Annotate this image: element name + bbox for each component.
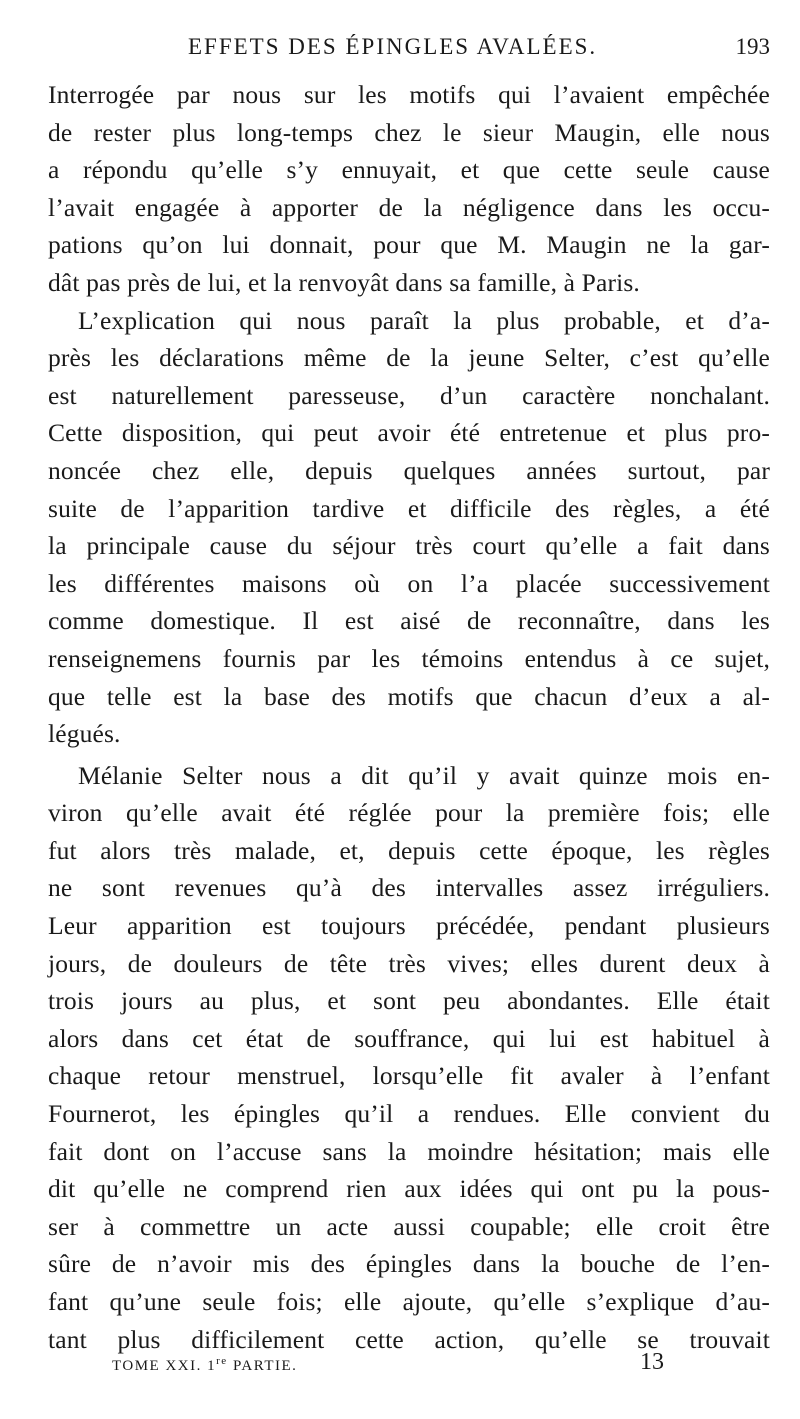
text-line: les différentes maisons où on l’a placée successivement xyxy=(48,568,770,598)
text-line: renseignemens fournis par les témoins entendus à ce sujet, xyxy=(48,643,770,673)
body-text xyxy=(48,76,770,1358)
text-line: suite de l’apparition tardive et difficile des règles, a été xyxy=(48,493,770,523)
text-line: l’avait engagée à apporter de la négligence dans les occu- xyxy=(48,192,770,222)
text-line: alors dans cet état de souffrance, qui lui est habituel à xyxy=(48,1023,770,1053)
text-line: près les déclarations même de la jeune Selter, c’est qu’elle xyxy=(48,343,770,373)
text-line: ne sont revenues qu’à des intervalles assez irréguliers. xyxy=(48,873,770,903)
text-line: viron qu’elle avait été réglée pour la première fois; elle xyxy=(48,798,770,828)
text-line: ser à commettre un acte aussi coupable; elle croit être xyxy=(48,1211,770,1241)
text-line: Leur apparition est toujours précédée, pendant plusieurs xyxy=(48,911,770,941)
text-line: fait dont on l’accuse sans la moindre hésitation; mais elle xyxy=(48,1136,770,1166)
text-line: fant qu’une seule fois; elle ajoute, qu’elle s’explique d’au- xyxy=(48,1287,770,1316)
text-line: la principale cause du séjour très court qu’elle a fait dans xyxy=(48,531,770,561)
text-line: légués. xyxy=(48,719,121,749)
printer-signature-line xyxy=(112,1349,672,1385)
text-line: est naturellement paresseuse, d’un caractère nonchalant. xyxy=(48,380,770,410)
volume-signature xyxy=(112,1355,297,1375)
running-head xyxy=(48,34,770,64)
text-line: trois jours au plus, et sont peu abondantes. Elle était xyxy=(48,986,770,1016)
text-line: Fournerot, les épingles qu’il a rendues. Elle convient du xyxy=(48,1099,770,1129)
text-line: jours, de douleurs de tête très vives; elles durent deux à xyxy=(48,948,770,978)
text-line: a répondu qu’elle s’y ennuyait, et que cette seule cause xyxy=(48,155,770,185)
text-line: noncée chez elle, depuis quelques années surtout, par xyxy=(48,455,770,485)
text-line: sûre de n’avoir mis des épingles dans la bouche de l’en- xyxy=(48,1249,770,1279)
page-number: 193 xyxy=(735,34,770,59)
text-line: que telle est la base des motifs que chacun d’eux a al- xyxy=(48,681,770,711)
text-line: de rester plus long-temps chez le sieur Maugin, elle nous xyxy=(48,117,770,147)
signature-prefix: TOME XXI. 1 xyxy=(112,1358,217,1374)
signature-mark: 13 xyxy=(640,1349,664,1375)
text-line: tant plus difficilement cette action, qu’elle se trouvait xyxy=(48,1324,770,1354)
signature-suffix: PARTIE. xyxy=(227,1358,298,1374)
text-line: fut alors très malade, et, depuis cette époque, les règles xyxy=(48,835,770,865)
text-line: chaque retour menstruel, lorsqu’elle fit avaler à l’enfant xyxy=(48,1061,770,1091)
text-line: dât pas près de lui, et la renvoyât dans sa famille, à Paris. xyxy=(48,267,640,297)
text-line: Cette disposition, qui peut avoir été entretenue et plus pro- xyxy=(48,418,770,448)
text-line: comme domestique. Il est aisé de reconnaître, dans les xyxy=(48,606,770,636)
text-line: Interrogée par nous sur les motifs qui l’avaient empêchée xyxy=(48,80,770,109)
signature-superscript: re xyxy=(216,1355,228,1367)
running-title: EFFETS DES ÉPINGLES AVALÉES. xyxy=(188,34,598,59)
text-line: L’explication qui nous paraît la plus probable, et d’a- xyxy=(78,305,770,335)
text-line: Mélanie Selter nous a dit qu’il y avait quinze mois en- xyxy=(78,760,770,790)
text-line: pations qu’on lui donnait, pour que M. Maugin ne la gar- xyxy=(48,230,770,260)
text-line: dit qu’elle ne comprend rien aux idées qui ont pu la pous- xyxy=(48,1174,770,1204)
